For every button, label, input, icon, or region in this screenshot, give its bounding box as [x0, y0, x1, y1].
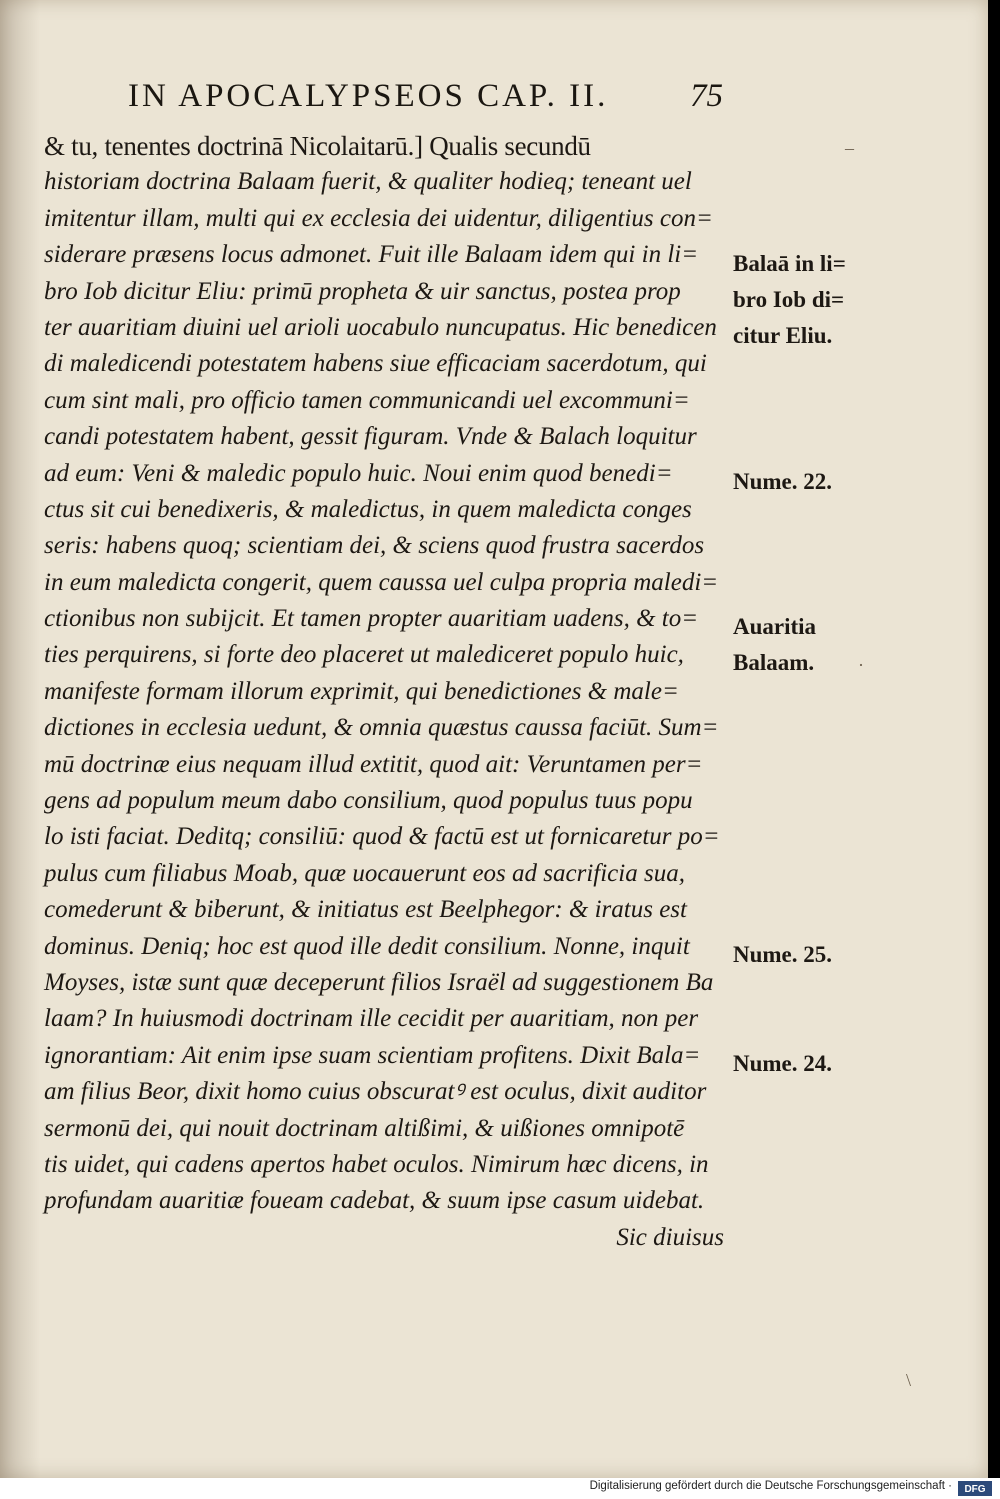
text-line: laam? In huiusmodi doctrinam ille cecidit per auaritiam, non per: [44, 1005, 699, 1033]
text-line: ter auaritiam diuini uel arioli uocabulo nuncupatus. Hic benedicen: [44, 313, 717, 341]
text-line: lo isti faciat. Deditq; consiliū: quod & factū est ut fornicaretur po=: [44, 823, 720, 851]
text-line: sermonū dei, qui nouit doctrinam altißimi, & uißiones omnipotē: [44, 1114, 685, 1142]
text-line: tis uidet, qui cadens apertos habet oculos. Nimirum hæc dicens, in: [44, 1150, 709, 1178]
running-title: IN APOCALYPSEOS CAP. II.: [128, 78, 609, 114]
text-line: ties perquirens, si forte deo placeret ut malediceret populo huic,: [44, 641, 684, 669]
text-line: ad eum: Veni & maledic populo huic. Noui enim quod benedi=: [44, 459, 673, 487]
page-gutter-shadow: [0, 0, 40, 1478]
marginal-note: bro Iob di=: [733, 287, 845, 312]
text-line: Moyses, istæ sunt quæ deceperunt filios Israël ad suggestionem Ba: [44, 968, 714, 996]
text-line: in eum maledicta congerit, quem caussa uel culpa propria maledi=: [44, 568, 719, 596]
text-line: gens ad populum meum dabo consilium, quod populus tuus popu: [44, 787, 693, 815]
marginal-note: Auaritia: [733, 614, 817, 639]
text-line: dictiones in ecclesia uedunt, & omnia quæstus caussa faciūt. Sum=: [44, 714, 719, 742]
digitization-footer: [0, 1478, 1000, 1499]
paper-speck: ·: [858, 655, 864, 675]
marginal-note: Nume. 25.: [733, 942, 833, 967]
text-line: di maledicendi potestatem habens siue efficaciam sacerdotum, qui: [44, 350, 707, 378]
text-line: ctus sit cui benedixeris, & maledictus, in quem maledicta conges: [44, 495, 692, 523]
text-line: & tu, tenentes doctrinā Nicolaitarū.] Qualis secundū: [44, 131, 591, 161]
text-line: manifeste formam illorum exprimit, qui benedictiones & male=: [44, 677, 679, 705]
marginal-note: citur Eliu.: [733, 323, 833, 348]
marginal-note: Nume. 22.: [733, 469, 833, 494]
text-line: pulus cum filiabus Moab, quæ uocauerunt eos ad sacrificia sua,: [44, 859, 685, 887]
text-line: siderare præsens locus admonet. Fuit ille Balaam idem qui in li=: [44, 241, 699, 269]
text-line: profundam auaritiæ foueam cadebat, & suum ipse casum uidebat.: [44, 1187, 705, 1215]
catchword: Sic diuisus: [616, 1223, 724, 1251]
main-text-block: [44, 128, 734, 1256]
text-line: comederunt & biberunt, & initiatus est Beelphegor: & iratus est: [44, 896, 687, 924]
text-line: ctionibus non subijcit. Et tamen propter auaritiam uadens, & to=: [44, 605, 699, 633]
page-number: 75: [690, 78, 723, 114]
text-line: historiam doctrina Balaam fuerit, & qualiter hodieq; teneant uel: [44, 168, 692, 196]
text-line: dominus. Deniq; hoc est quod ille dedit consilium. Nonne, inquit: [44, 932, 690, 960]
paper-speck: \: [906, 1370, 912, 1390]
text-line: am filius Beor, dixit homo cuius obscuratꝰ est oculus, dixit auditor: [44, 1078, 707, 1106]
text-line: bro Iob dicitur Eliu: primū propheta & uir sanctus, postea prop: [44, 277, 681, 305]
marginal-note: Nume. 24.: [733, 1051, 833, 1076]
dfg-logo-icon: DFG: [958, 1481, 992, 1496]
text-line: seris: habens quoq; scientiam dei, & sciens quod frustra sacerdos: [44, 532, 705, 560]
paper-speck: –: [845, 138, 854, 158]
text-line: mū doctrinæ eius nequam illud extitit, quod ait: Veruntamen per=: [44, 750, 703, 778]
funding-credit: Digitalisierung gefördert durch die Deutsche Forschungsgemeinschaft ·: [589, 1480, 952, 1492]
marginal-note: Balaā in li=: [733, 251, 846, 276]
text-line: imitentur illam, multi qui ex ecclesia dei uidentur, diligentius con=: [44, 204, 713, 232]
marginal-note: Balaam.: [733, 650, 815, 675]
text-line: cum sint mali, pro officio tamen communicandi uel excommuni=: [44, 386, 690, 414]
text-line: ignorantiam: Ait enim ipse suam scientiam profitens. Dixit Bala=: [44, 1041, 701, 1069]
text-line: candi potestatem habent, gessit figuram. Vnde & Balach loquitur: [44, 423, 697, 451]
